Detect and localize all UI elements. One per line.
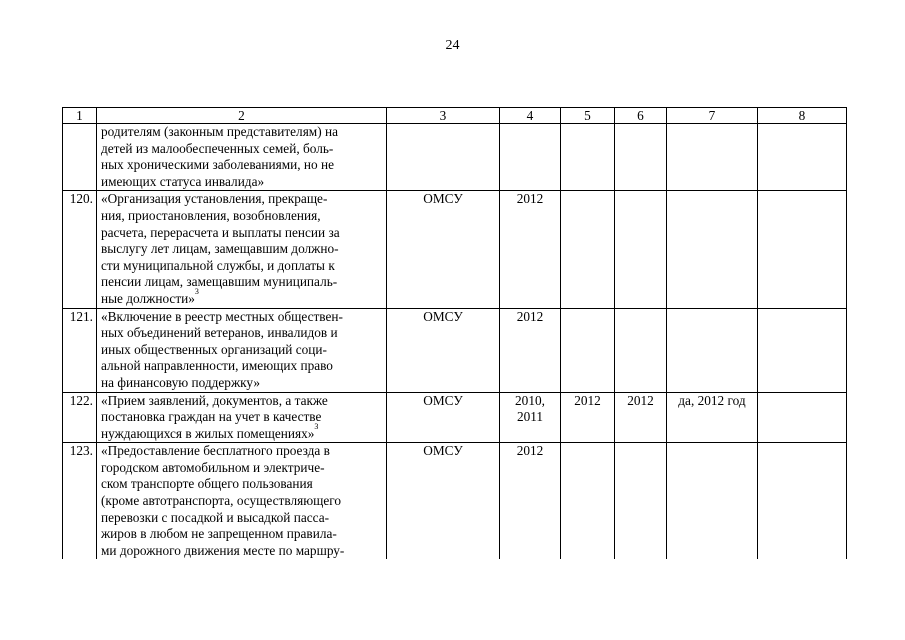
service-description [97, 392, 387, 443]
column-header: 1 [63, 108, 97, 124]
column-header: 4 [500, 108, 561, 124]
description-line: детей из малообеспеченных семей, боль- [101, 140, 334, 156]
description-line: расчета, перерасчета и выплаты пенсии за [101, 224, 340, 240]
row-number: 123. [63, 443, 97, 560]
description-line: ском транспорте общего пользования [101, 476, 313, 492]
description-line: родителям (законным представителям) на [101, 124, 338, 139]
row-number: 120. [63, 191, 97, 308]
year-line: 2011 [516, 409, 544, 425]
column-header: 6 [615, 108, 667, 124]
page-number: 24 [445, 38, 460, 53]
row-number: 121. [63, 308, 97, 392]
description-line: иных общественных организаций соци- [101, 341, 327, 357]
cell-col8 [758, 191, 847, 308]
cell-col4: 2012 [500, 308, 561, 392]
services-table [62, 107, 847, 559]
column-header: 3 [387, 108, 500, 124]
service-description [97, 308, 387, 392]
cell-col4 [500, 392, 561, 443]
description-line: жиров в любом не запрещенном правила- [101, 526, 337, 542]
cell-col3: ОМСУ [387, 392, 500, 443]
description-line: имеющих статуса инвалида» [101, 173, 265, 189]
cell-col5 [561, 308, 615, 392]
description-line: «Включение в реестр местных обществен- [101, 308, 343, 324]
cell-col6 [615, 124, 667, 191]
year-line: 2010, [515, 392, 545, 408]
row-number: 122. [63, 392, 97, 443]
description-line: ми дорожного движения месте по маршру- [101, 542, 345, 558]
cell-col3: ОМСУ [387, 443, 500, 560]
cell-col5 [561, 124, 615, 191]
cell-col5 [561, 191, 615, 308]
description-line: городском автомобильном и электриче- [101, 459, 325, 475]
service-description [97, 443, 387, 560]
description-line: перевозки с посадкой и высадкой пасса- [101, 509, 330, 525]
description-line: ния, приостановления, возобновления, [101, 207, 321, 223]
cell-col5 [561, 443, 615, 560]
description-line: постановка граждан на учет в качестве [101, 409, 322, 425]
cell-col4: 2012 [500, 443, 561, 560]
description-line: ных объединений ветеранов, инвалидов и [101, 325, 338, 341]
table-row [63, 191, 847, 308]
cell-col8 [758, 124, 847, 191]
header-row [63, 108, 847, 124]
description-line: (кроме автотранспорта, осуществляющего [101, 493, 342, 509]
description-line: сти муниципальной службы, и доплаты к [101, 257, 335, 273]
cell-col6 [615, 443, 667, 560]
cell-col3: ОМСУ [387, 308, 500, 392]
service-description [97, 191, 387, 308]
table-row [63, 392, 847, 443]
cell-col7 [667, 191, 758, 308]
cell-col4 [500, 124, 561, 191]
table-row [63, 443, 847, 560]
description-line [101, 421, 380, 443]
description-line: ных хроническими заболеваниями, но не [101, 157, 335, 173]
cell-col7: да, 2012 год [667, 392, 758, 443]
description-line: альной направленности, имеющих право [101, 358, 333, 374]
cell-col7 [667, 124, 758, 191]
column-header: 2 [97, 108, 387, 124]
description-line-text: ные должности» [101, 290, 195, 306]
cell-col5: 2012 [561, 392, 615, 443]
cell-col6 [615, 191, 667, 308]
column-header: 8 [758, 108, 847, 124]
cell-col4: 2012 [500, 191, 561, 308]
cell-col7 [667, 308, 758, 392]
column-header: 7 [667, 108, 758, 124]
cell-col8 [758, 308, 847, 392]
description-line [101, 286, 380, 308]
cell-col7 [667, 443, 758, 560]
row-number [63, 124, 97, 191]
description-line: пенсии лицам, замещавшим муниципаль- [101, 274, 338, 290]
table-row [63, 308, 847, 392]
table-row [63, 124, 847, 191]
cell-col6: 2012 [615, 392, 667, 443]
cell-col3 [387, 124, 500, 191]
footnote-mark: 3 [194, 286, 199, 296]
description-line-text: нуждающихся в жилых помещениях» [101, 425, 315, 441]
description-line: «Организация установления, прекраще- [101, 191, 328, 207]
description-line: «Прием заявлений, документов, а также [101, 392, 328, 408]
description-line: выслугу лет лицам, замещавшим должно- [101, 241, 339, 257]
column-header: 5 [561, 108, 615, 124]
description-line: на финансовую поддержку» [101, 374, 261, 390]
footnote-mark: 3 [314, 421, 319, 431]
service-description [97, 124, 387, 191]
cell-col8 [758, 392, 847, 443]
cell-col3: ОМСУ [387, 191, 500, 308]
cell-col8 [758, 443, 847, 560]
cell-col6 [615, 308, 667, 392]
description-line: «Предоставление бесплатного проезда в [101, 443, 330, 459]
